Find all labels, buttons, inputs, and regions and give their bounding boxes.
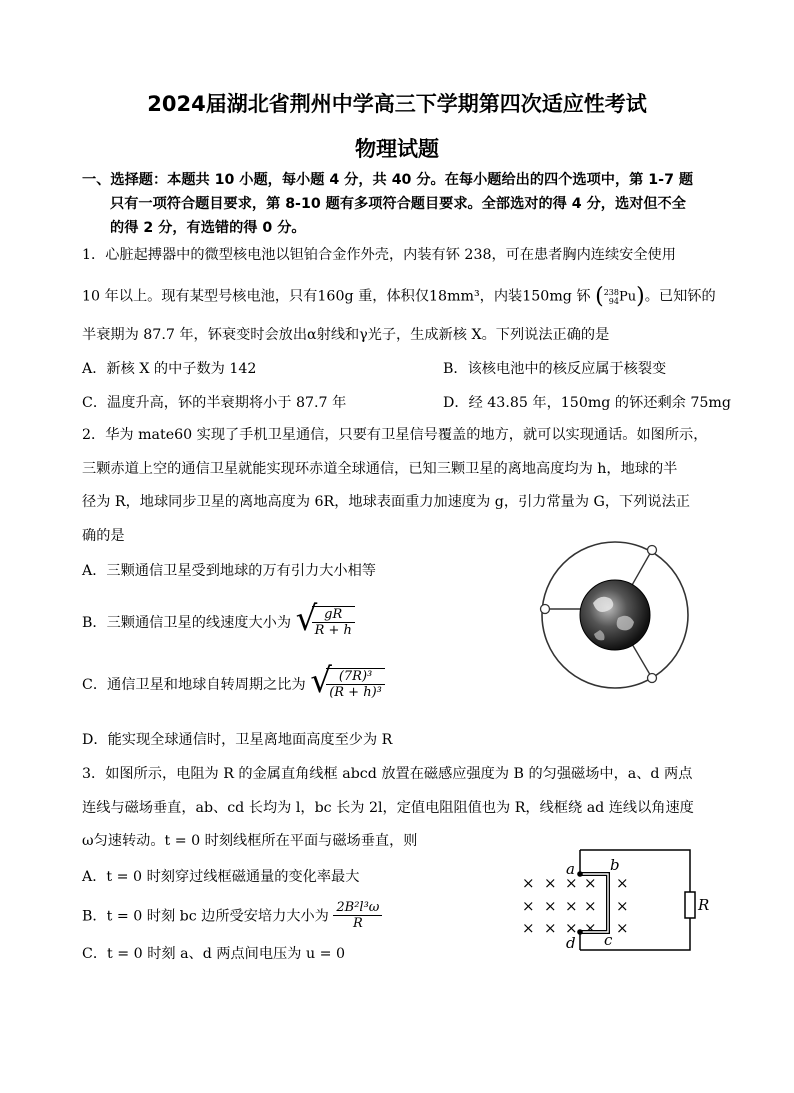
section-instructions-line1: 一、选择题：本题共 10 小题，每小题 4 分，共 40 分。在每小题给出的四个选项中，第 1-7 题: [82, 172, 694, 188]
svg-text:×: ×: [584, 919, 597, 937]
q3-stem-line1: 3．如图所示，电阻为 R 的金属直角线框 abcd 放置在磁感应强度为 B 的匀强磁场中，a、d 两点: [82, 766, 693, 782]
q3-stem-line3: ω匀速转动。t = 0 时刻线框所在平面与磁场垂直，则: [82, 833, 418, 849]
q2-stem-line2: 三颗赤道上空的通信卫星就能实现环赤道全球通信，已知三颗卫星的离地高度均为 h，地球的半: [82, 461, 678, 477]
q2-stem-line3: 径为 R，地球同步卫星的离地高度为 6R，地球表面重力加速度为 g，引力常量为 G，下列说法正: [82, 494, 690, 510]
satellite-orbit-figure: [538, 538, 692, 692]
q1-option-b[interactable]: B．该核电池中的核反应属于核裂变: [443, 361, 667, 377]
svg-text:×: ×: [565, 919, 578, 937]
svg-text:×: ×: [544, 897, 557, 915]
resistor: [685, 892, 695, 918]
svg-text:×: ×: [584, 897, 597, 915]
subject-title: 物理试题: [355, 137, 439, 161]
svg-text:×: ×: [544, 919, 557, 937]
sqrt-expression: √ $\frac{\text{(7R)³}}{\text{(R + h)³}}$: [310, 668, 385, 700]
q2-option-d[interactable]: D．能实现全球通信时，卫星离地面高度至少为 R: [82, 732, 393, 748]
q3-option-b[interactable]: B．t = 0 时刻 bc 边所受安培力大小为 $\frac{\text{2B²l³ω}}{R}$: [82, 900, 382, 931]
plutonium-nuclide: 238 94 Pu: [603, 287, 637, 306]
q1-stem-line1: 1．心脏起搏器中的微型核电池以钽铂合金作外壳，内装有钚 238，可在患者胸内连续安全使用: [82, 247, 676, 263]
satellite-2: [648, 546, 657, 555]
section-instructions-line2: 只有一项符合题目要求，第 8-10 题有多项符合题目要求。全部选对的得 4 分，选对但不全: [110, 196, 686, 212]
coil-circuit-figure: [518, 840, 718, 960]
q3-stem-line2: 连线与磁场垂直，ab、cd 长均为 l，bc 长为 2l，定值电阻阻值也为 R，线框绕 ad 连线以角速度: [82, 800, 694, 816]
svg-text:×: ×: [616, 919, 629, 937]
sqrt-expression: √ $\frac{gR}{R + h}$: [296, 606, 355, 638]
svg-text:a: a: [566, 860, 575, 878]
section-instructions-line3: 的得 2 分，有选错的得 0 分。: [110, 220, 306, 236]
q2-option-c[interactable]: C．通信卫星和地球自转周期之比为 √ $\frac{\text{(7R)³}}{\text{(R + h)³}}$: [82, 668, 385, 700]
q3-option-c[interactable]: C．t = 0 时刻 a、d 两点间电压为 u = 0: [82, 946, 346, 962]
satellite-3: [648, 674, 657, 683]
q2-stem-line4: 确的是: [82, 528, 125, 544]
svg-text:×: ×: [616, 897, 629, 915]
svg-text:R: R: [698, 896, 710, 914]
svg-text:d: d: [566, 934, 576, 952]
q2-stem-line1: 2．华为 mate60 实现了手机卫星通信，只要有卫星信号覆盖的地方，就可以实现通话。如图所示，: [82, 427, 708, 443]
svg-text:×: ×: [522, 919, 535, 937]
exam-title: 2024届湖北省荆州中学高三下学期第四次适应性考试: [147, 92, 647, 116]
satellite-1: [541, 605, 550, 614]
svg-text:×: ×: [584, 874, 597, 892]
force-fraction: $\frac{\text{2B²l³ω}}{R}$: [333, 900, 382, 931]
svg-text:×: ×: [616, 874, 629, 892]
q1-option-c[interactable]: C．温度升高，钚的半衰期将小于 87.7 年: [82, 395, 347, 411]
q2-option-a[interactable]: A．三颗通信卫星受到地球的万有引力大小相等: [82, 563, 376, 579]
svg-text:×: ×: [544, 874, 557, 892]
magnetic-field-crosses: [522, 874, 629, 937]
svg-text:b: b: [610, 856, 620, 874]
q2-option-b[interactable]: B．三颗通信卫星的线速度大小为 √ $\frac{gR}{R + h}$: [82, 606, 355, 638]
q1-option-d[interactable]: D．经 43.85 年，150mg 的钚还剩余 75mg: [443, 395, 731, 411]
svg-text:c: c: [604, 931, 613, 949]
q1-stem-line3: 半衰期为 87.7 年，钚衰变时会放出α射线和γ光子，生成新核 X。下列说法正确的是: [82, 327, 610, 343]
svg-text:×: ×: [565, 874, 578, 892]
svg-text:×: ×: [522, 874, 535, 892]
earth-globe: [580, 580, 650, 650]
q1-option-a[interactable]: A．新核 X 的中子数为 142: [82, 361, 257, 377]
q1-stem-line2: 10 年以上。现有某型号核电池，只有160g 重，体积仅18mm³，内装150mg 钚 ( 238 94 Pu)。已知钚的: [82, 284, 716, 309]
svg-text:×: ×: [522, 897, 535, 915]
q3-option-a[interactable]: A．t = 0 时刻穿过线框磁通量的变化率最大: [82, 869, 360, 885]
svg-text:×: ×: [565, 897, 578, 915]
